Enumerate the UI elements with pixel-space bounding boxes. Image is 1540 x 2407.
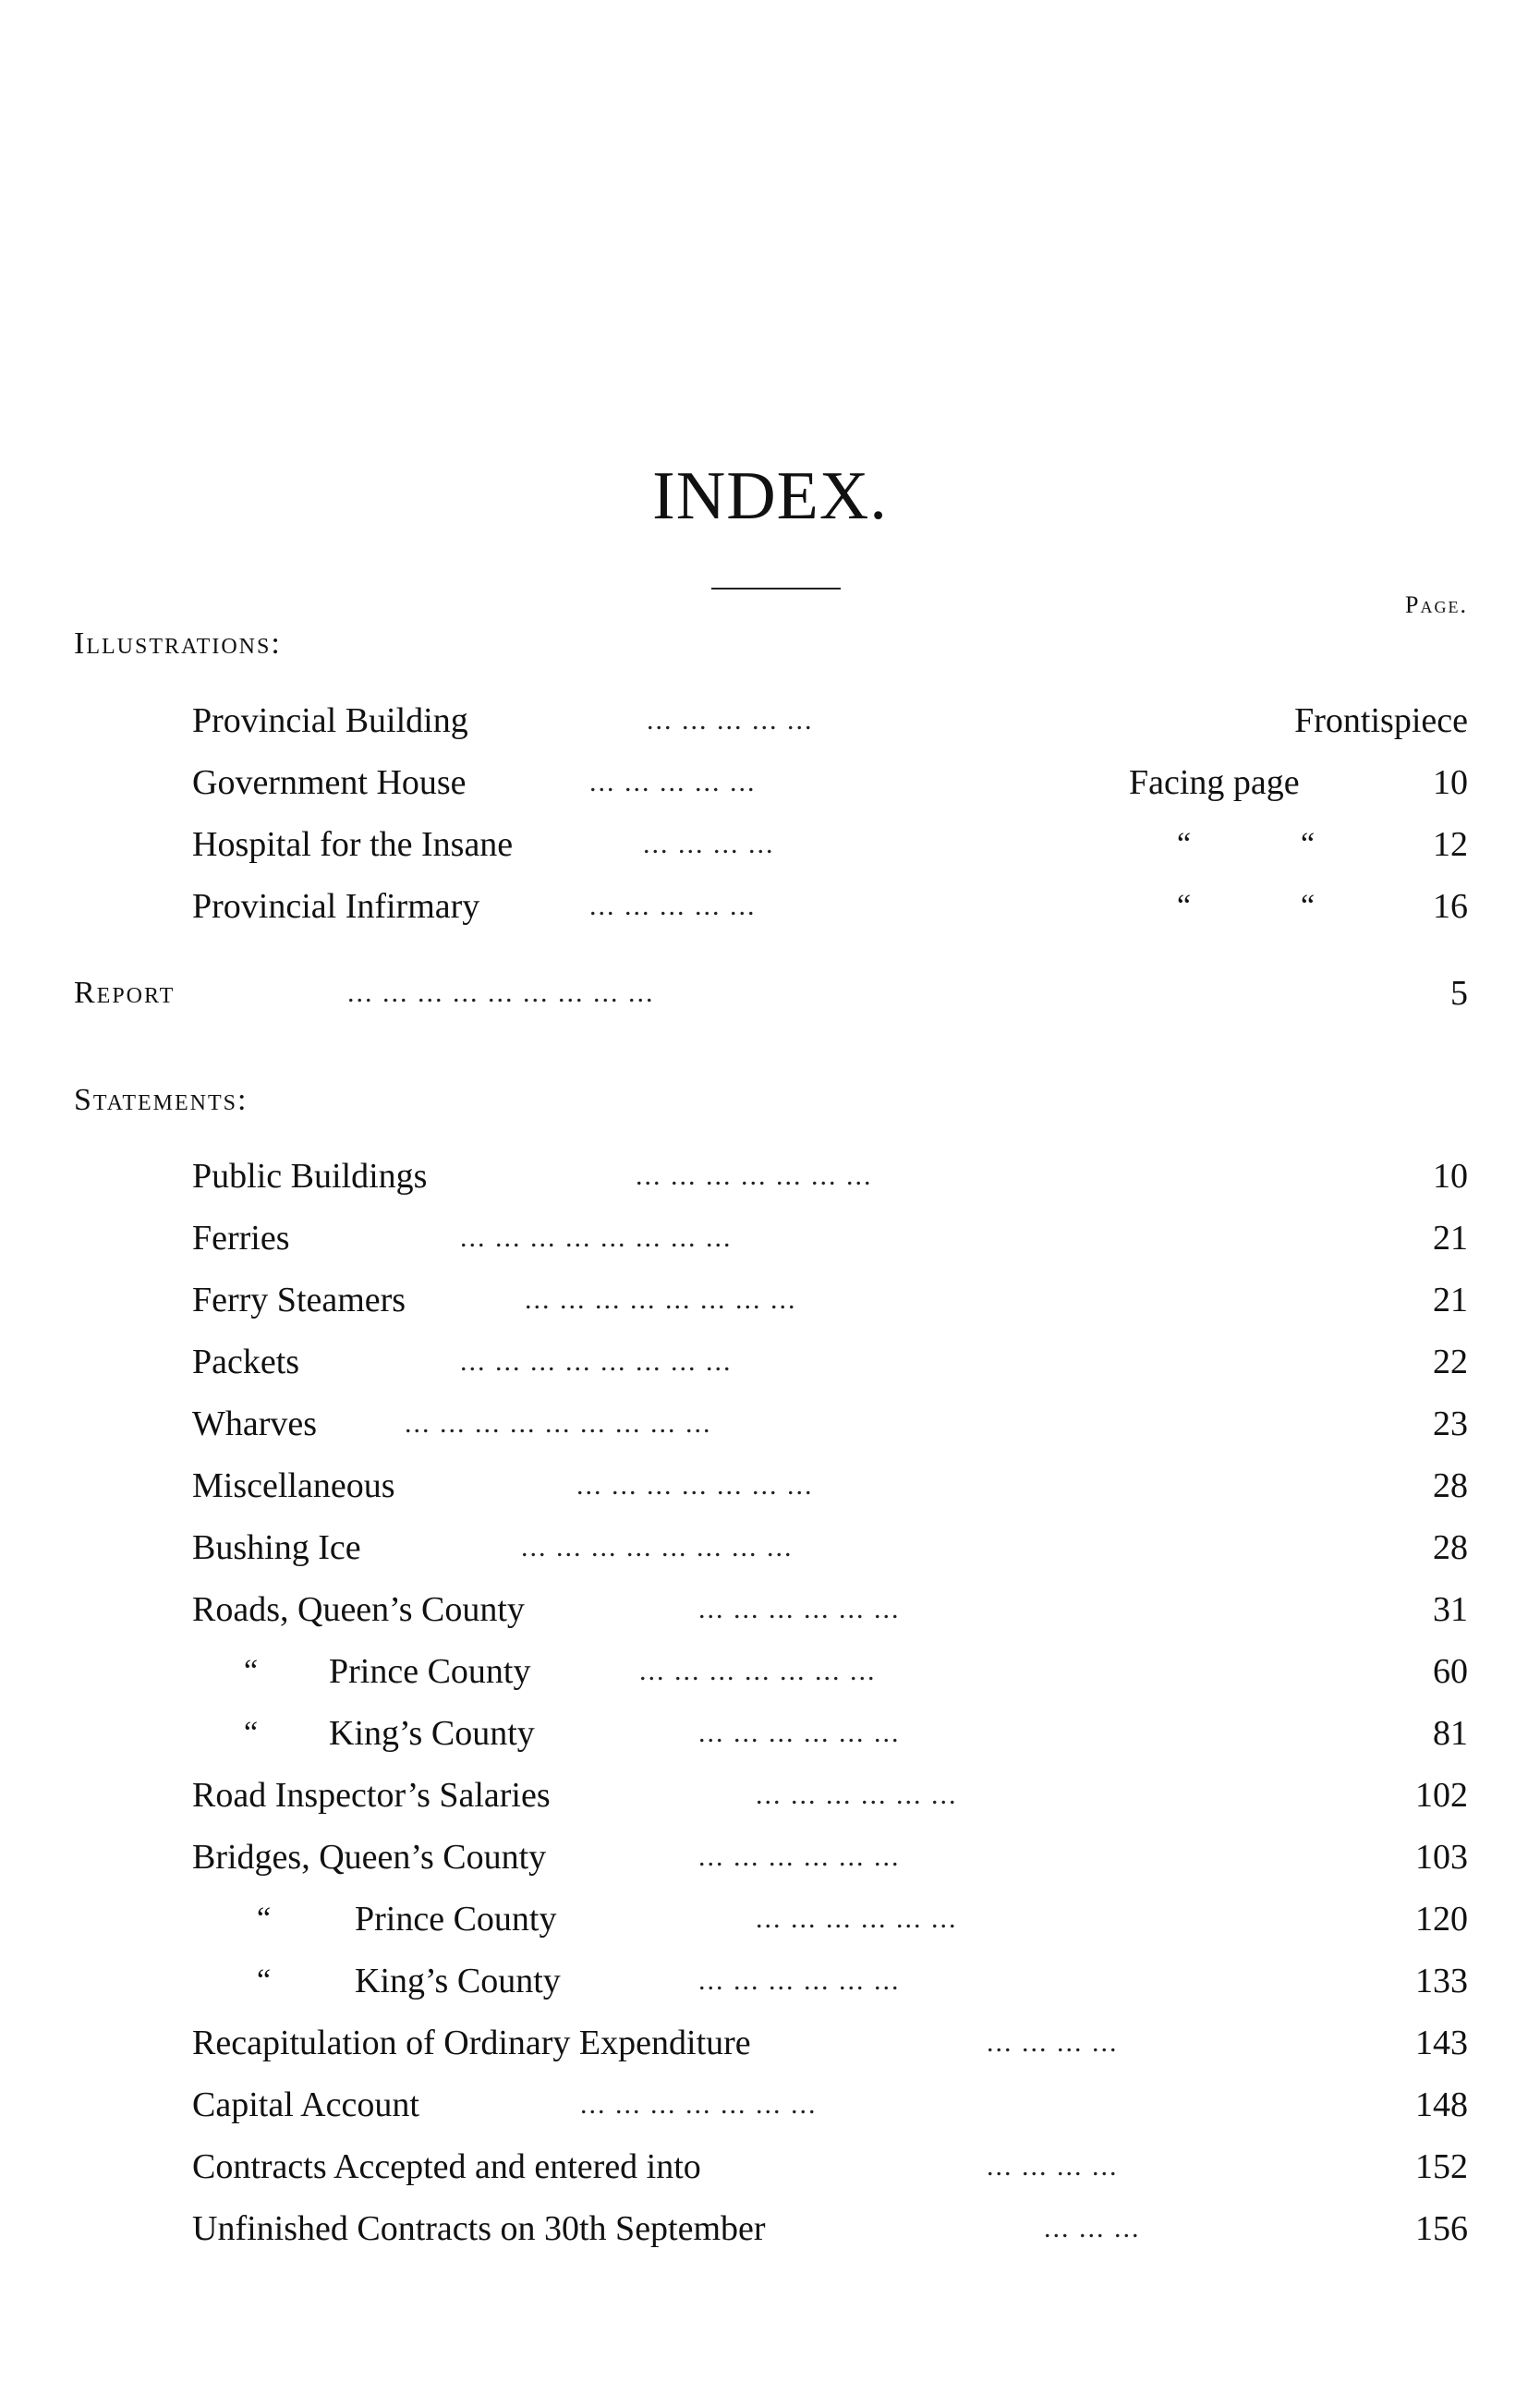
- index-entry: [192, 1958, 1468, 2004]
- leader-dots: ... ... ... ... ... ... ...: [639, 1656, 877, 1686]
- leader-dots: ... ... ... ... ... ... ...: [636, 1161, 873, 1191]
- ditto-mark: “: [257, 1902, 272, 1936]
- leader-dots: ... ... ... ...: [643, 829, 775, 859]
- entry-page: 60: [1433, 1652, 1468, 1691]
- index-entry: [192, 1896, 1468, 1942]
- index-entry: [192, 1525, 1468, 1571]
- index-entry: [192, 760, 1468, 806]
- entry-label: Government House: [192, 763, 467, 802]
- entry-page: 21: [1433, 1281, 1468, 1319]
- entry-page: Frontispiece: [1294, 701, 1468, 740]
- ditto-mark: “: [1301, 889, 1316, 923]
- entry-label: Road Inspector’s Salaries: [192, 1776, 551, 1815]
- leader-dots: ... ... ...: [1044, 2213, 1141, 2243]
- index-entry: [192, 698, 1468, 744]
- entry-label: King’s County: [355, 1962, 561, 2000]
- ditto-mark: “: [244, 1654, 259, 1688]
- entry-label: Bushing Ice: [192, 1528, 361, 1567]
- entry-label: Prince County: [355, 1900, 557, 1939]
- entry-page: 102: [1415, 1776, 1468, 1815]
- entry-label: Unfinished Contracts on 30th September: [192, 2209, 766, 2248]
- leader-dots: ... ... ... ... ...: [647, 705, 814, 735]
- page-column-heading: Page.: [1405, 591, 1468, 618]
- title-rule: [711, 588, 841, 590]
- page-title: INDEX.: [652, 458, 888, 534]
- entry-page: 22: [1433, 1343, 1468, 1381]
- index-entry: [192, 1834, 1468, 1880]
- entry-label: King’s County: [329, 1714, 535, 1753]
- entry-page: 133: [1415, 1962, 1468, 2000]
- entry-page: 16: [1433, 887, 1468, 926]
- leader-dots: ... ... ... ...: [987, 2027, 1119, 2058]
- entry-page: 148: [1415, 2085, 1468, 2124]
- section-heading-statements: Statements:: [74, 1083, 249, 1117]
- ditto-mark: “: [257, 1963, 272, 1998]
- index-entry: [192, 821, 1468, 868]
- entry-page: 21: [1433, 1219, 1468, 1258]
- leader-dots: ... ... ... ... ... ...: [698, 1842, 901, 1872]
- entry-label: Miscellaneous: [192, 1466, 395, 1505]
- ditto-mark: “: [1177, 889, 1192, 923]
- index-entry: [192, 2020, 1468, 2066]
- index-entry: [192, 1463, 1468, 1509]
- ditto-mark: “: [1301, 827, 1316, 861]
- entry-page: 120: [1415, 1900, 1468, 1939]
- leader-dots: ... ... ... ... ... ... ... ...: [460, 1222, 733, 1253]
- index-entry: [192, 1401, 1468, 1447]
- index-entry: [192, 1710, 1468, 1757]
- entry-label: Capital Account: [192, 2085, 419, 2124]
- entry-label: Ferry Steamers: [192, 1281, 406, 1319]
- index-entry: [192, 1339, 1468, 1385]
- entry-page: 28: [1433, 1466, 1468, 1505]
- entry-page: 23: [1433, 1404, 1468, 1443]
- section-heading-report: Report: [74, 976, 176, 1010]
- ditto-mark: “: [1177, 827, 1192, 861]
- entry-page: 10: [1433, 763, 1468, 802]
- entry-label: Provincial Infirmary: [192, 887, 480, 926]
- entry-label: Ferries: [192, 1219, 290, 1258]
- leader-dots: ... ... ... ... ... ... ... ... ...: [405, 1408, 712, 1439]
- leader-dots: ... ... ... ... ... ...: [698, 1718, 901, 1748]
- leader-dots: ... ... ... ... ... ...: [756, 1780, 958, 1810]
- leader-dots: ... ... ... ... ...: [589, 891, 757, 921]
- entry-label: Provincial Building: [192, 701, 468, 740]
- leader-dots: ... ... ... ... ... ... ... ...: [525, 1284, 797, 1315]
- index-entry: [192, 2082, 1468, 2128]
- entry-page: 12: [1433, 825, 1468, 864]
- entry-label: Contracts Accepted and entered into: [192, 2147, 701, 2186]
- leader-dots: ... ... ... ... ...: [589, 767, 757, 797]
- leader-dots: ... ... ... ... ... ...: [756, 1903, 958, 1934]
- index-entry: [192, 2206, 1468, 2252]
- entry-label: Prince County: [329, 1652, 531, 1691]
- leader-dots: ... ... ... ... ... ... ... ...: [521, 1532, 794, 1562]
- entry-label: Public Buildings: [192, 1157, 428, 1196]
- index-entry: [192, 1215, 1468, 1261]
- report-entry: [74, 970, 1468, 1016]
- entry-label: Hospital for the Insane: [192, 825, 514, 864]
- entry-page: 31: [1433, 1590, 1468, 1629]
- leader-dots: ... ... ... ... ... ...: [698, 1965, 901, 1996]
- entry-page: 156: [1415, 2209, 1468, 2248]
- entry-label: Recapitulation of Ordinary Expenditure: [192, 2024, 751, 2062]
- entry-page: 10: [1433, 1157, 1468, 1196]
- facing-page-label: Facing page: [1129, 763, 1300, 802]
- leader-dots: ... ... ... ... ... ... ...: [580, 2089, 818, 2120]
- index-entry: [192, 883, 1468, 930]
- entry-label: Wharves: [192, 1404, 318, 1443]
- leader-dots: ... ... ... ... ... ...: [698, 1594, 901, 1624]
- entry-label: Bridges, Queen’s County: [192, 1838, 547, 1877]
- index-entry: [192, 1277, 1468, 1323]
- entry-page: 5: [1450, 974, 1468, 1013]
- index-entry: [192, 1153, 1468, 1199]
- index-entry: [192, 2144, 1468, 2190]
- leader-dots: ... ... ... ... ... ... ... ...: [460, 1346, 733, 1377]
- index-entry: [192, 1772, 1468, 1818]
- index-entry: [192, 1586, 1468, 1633]
- section-heading-illustrations: Illustrations:: [74, 626, 282, 661]
- leader-dots: ... ... ... ... ... ... ...: [576, 1470, 814, 1501]
- entry-page: 143: [1415, 2024, 1468, 2062]
- entry-page: 103: [1415, 1838, 1468, 1877]
- index-entry: [192, 1648, 1468, 1695]
- entry-page: 81: [1433, 1714, 1468, 1753]
- entry-label: Roads, Queen’s County: [192, 1590, 525, 1629]
- entry-page: 152: [1415, 2147, 1468, 2186]
- entry-page: 28: [1433, 1528, 1468, 1567]
- ditto-mark: “: [244, 1716, 259, 1750]
- leader-dots: ... ... ... ... ... ... ... ... ...: [347, 978, 655, 1008]
- leader-dots: ... ... ... ...: [987, 2151, 1119, 2182]
- entry-label: Packets: [192, 1343, 300, 1381]
